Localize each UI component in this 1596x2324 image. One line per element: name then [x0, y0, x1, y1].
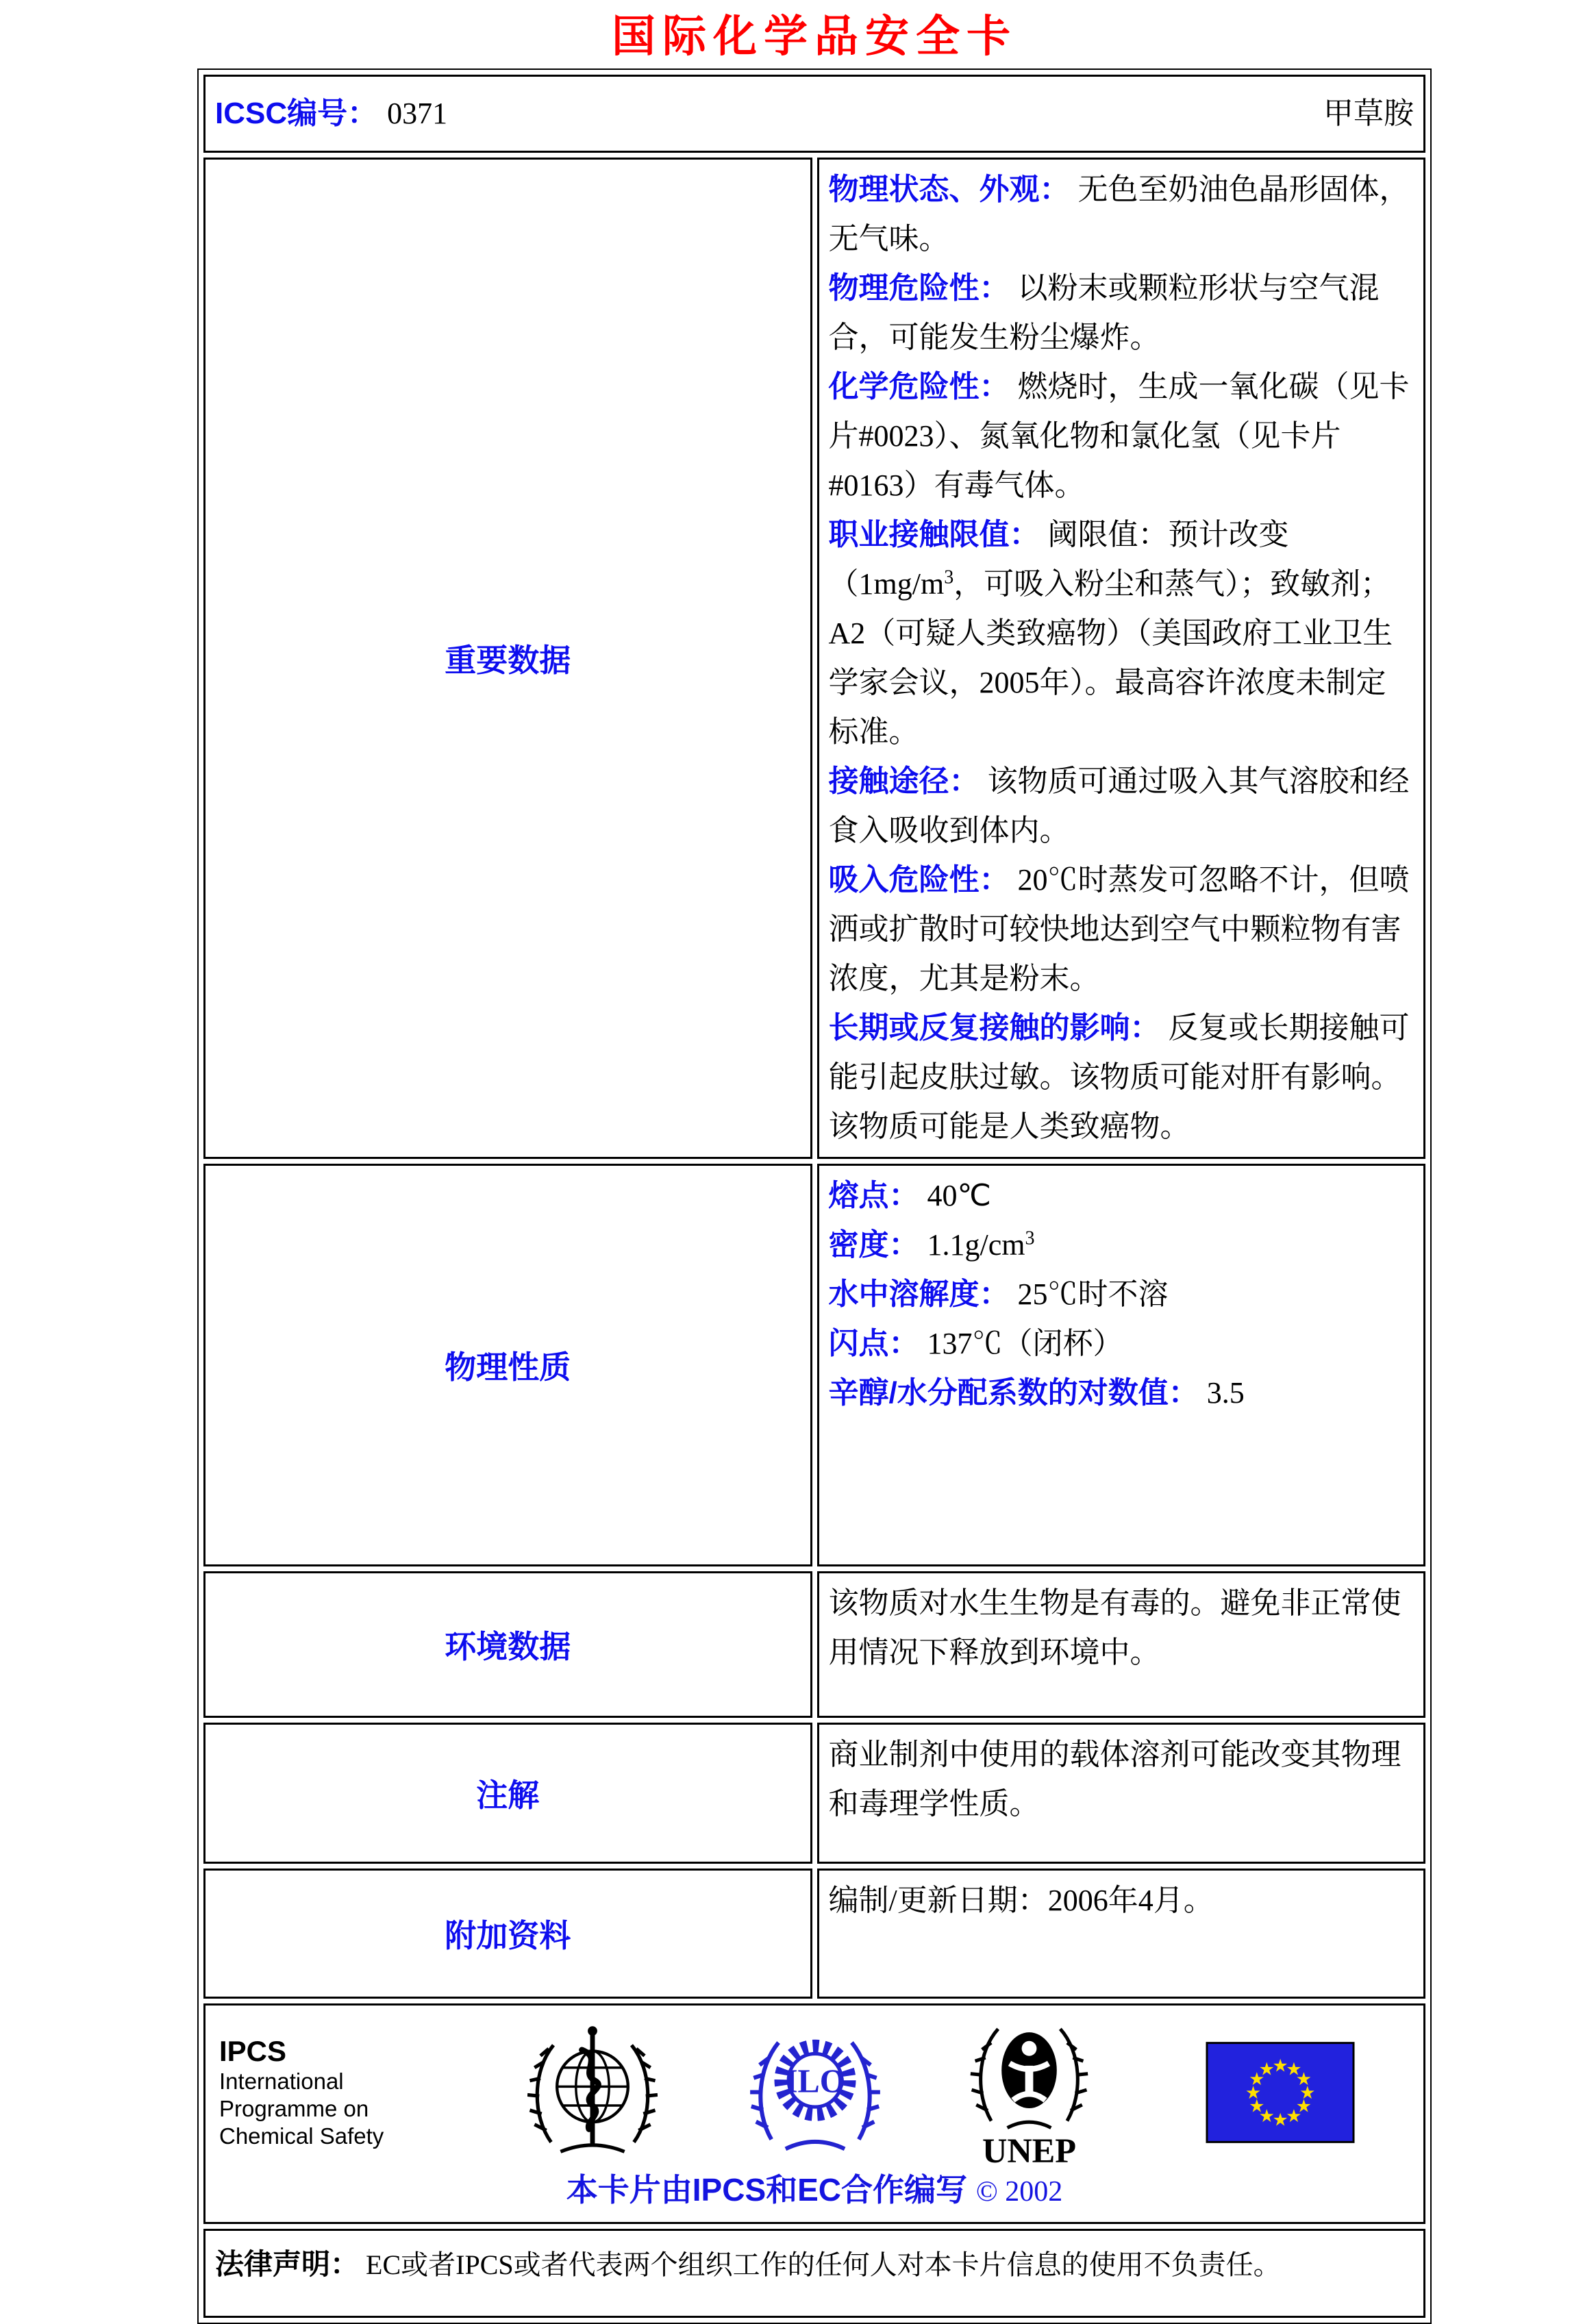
physical-item	[829, 1171, 1414, 1221]
item-text: 25℃时不溶	[1017, 1277, 1169, 1311]
icsc-number-group	[215, 89, 447, 138]
item-sup: 3	[944, 566, 954, 588]
svg-text:★: ★	[1286, 2059, 1302, 2079]
icsc-card-table	[197, 68, 1432, 2324]
chemical-name: 甲草胺	[1323, 97, 1414, 130]
page-title: 国际化学品安全卡	[612, 11, 1017, 62]
svg-text:★: ★	[1272, 2110, 1288, 2130]
item-text: 反复或长期接触可能引起皮肤过敏。该物质可能对肝有影响。该物质可能是人类致癌物。	[828, 1011, 1410, 1143]
physical-properties-content	[817, 1164, 1426, 1566]
additional-info-content	[817, 1869, 1426, 1999]
copyright-text: © 2002	[975, 2176, 1063, 2208]
item-label: 闪点：	[828, 1327, 919, 1360]
important-item	[829, 510, 1414, 757]
header-row	[203, 75, 1425, 153]
unep-icon	[966, 2015, 1093, 2169]
ipcs-text-block	[219, 2035, 425, 2150]
ipcs-line1: International	[219, 2068, 344, 2094]
row-label-important-data: 重要数据	[203, 158, 812, 1159]
notes-text: 商业制剂中使用的载体溶剂可能改变其物理和毒理学性质。	[828, 1738, 1401, 1821]
notes-row	[203, 1723, 1425, 1864]
ipcs-acronym: IPCS	[219, 2034, 287, 2067]
item-text: 无色至奶油色晶形固体，无气味。	[828, 173, 1410, 255]
environmental-data-row	[203, 1571, 1425, 1718]
important-data-content	[817, 158, 1426, 1159]
svg-text:★: ★	[1258, 2106, 1275, 2126]
svg-text:★: ★	[1286, 2106, 1302, 2126]
environmental-data-content	[817, 1571, 1426, 1718]
legal-cell	[203, 2229, 1425, 2318]
item-label: 长期或反复接触的影响：	[828, 1011, 1160, 1045]
item-text-post: ，可吸入粉尘和蒸气）；致敏剂；A2（可疑人类致癌物）（美国政府工业卫生学家会议，2005年）。最高容许浓度未制定标准。	[828, 567, 1393, 749]
item-text: 3.5	[1206, 1376, 1245, 1410]
important-item	[829, 362, 1414, 510]
important-item	[829, 757, 1414, 855]
important-item	[829, 165, 1414, 264]
item-label: 熔点：	[828, 1179, 919, 1212]
notes-content	[817, 1723, 1426, 1864]
ilo-icon	[750, 2021, 880, 2163]
unep-label: UNEP	[982, 2131, 1077, 2169]
item-text: 40℃	[927, 1179, 991, 1212]
item-text: 燃烧时，生成一氧化碳（见卡片#0023）、氮氧化物和氯化氢（见卡片#0163）有毒气体。	[828, 370, 1410, 502]
physical-item	[829, 1319, 1414, 1369]
header-cell	[203, 75, 1425, 153]
important-item	[829, 264, 1414, 362]
attribution-text: 本卡片由IPCS和EC合作编写	[566, 2172, 968, 2208]
item-label: 吸入危险性：	[828, 863, 1010, 897]
logos-strip	[215, 2011, 1414, 2169]
item-label: 水中溶解度：	[828, 1277, 1010, 1311]
additional-info-row	[203, 1869, 1425, 1999]
item-sup: 3	[1025, 1227, 1035, 1249]
item-text: 该物质可通过吸入其气溶胶和经食入吸收到体内。	[828, 764, 1410, 847]
ipcs-line3: Chemical Safety	[219, 2123, 384, 2149]
item-text: 137℃（闭杯）	[927, 1327, 1123, 1360]
logos-row	[203, 2003, 1425, 2224]
item-text: 20℃时蒸发可忽略不计，但喷洒或扩散时可较快地达到空气中颗粒物有害浓度，尤其是粉末。	[828, 863, 1410, 995]
row-label-notes: 注解	[203, 1723, 812, 1864]
item-text: 1.1g/cm	[927, 1228, 1025, 1262]
eu-flag-icon	[1206, 2041, 1355, 2144]
item-label: 接触途径：	[828, 764, 980, 798]
svg-text:★: ★	[1295, 2069, 1312, 2089]
item-label: 辛醇/水分配系数的对数值：	[828, 1376, 1199, 1410]
physical-item	[829, 1221, 1414, 1270]
physical-item	[829, 1369, 1414, 1418]
who-icon	[527, 2021, 658, 2164]
svg-text:★: ★	[1299, 2082, 1316, 2103]
svg-text:★: ★	[1245, 2082, 1261, 2103]
environmental-data-text: 该物质对水生生物是有毒的。避免非正常使用情况下释放到环境中。	[828, 1586, 1401, 1669]
svg-text:★: ★	[1249, 2096, 1265, 2116]
icsc-number-value: 0371	[387, 97, 448, 130]
item-label: 化学危险性：	[828, 370, 1010, 403]
attribution-line	[215, 2165, 1414, 2216]
important-item	[829, 855, 1414, 1003]
physical-properties-row	[203, 1164, 1425, 1566]
item-label: 物理状态、外观：	[828, 173, 1070, 206]
row-label-environmental-data: 环境数据	[203, 1571, 812, 1718]
additional-info-text: 编制/更新日期：2006年4月。	[828, 1884, 1214, 1917]
important-data-row	[203, 158, 1425, 1159]
item-label: 职业接触限值：	[828, 518, 1040, 551]
row-label-additional-info: 附加资料	[203, 1869, 812, 1999]
legal-row	[203, 2229, 1425, 2318]
row-label-physical-properties: 物理性质	[203, 1164, 812, 1566]
svg-text:★: ★	[1272, 2055, 1288, 2075]
item-label: 物理危险性：	[828, 271, 1010, 305]
svg-text:★: ★	[1249, 2069, 1265, 2089]
logos-cell	[203, 2003, 1425, 2224]
legal-text: EC或者IPCS或者代表两个组织工作的任何人对本卡片信息的使用不负责任。	[366, 2249, 1281, 2280]
item-text: 以粉末或颗粒形状与空气混合，可能发生粉尘爆炸。	[828, 271, 1380, 354]
svg-text:★: ★	[1295, 2096, 1312, 2116]
important-item	[829, 1003, 1414, 1151]
item-text: 阈限值：预计改变（1mg/m	[828, 518, 1289, 601]
icsc-number-label: ICSC编号：	[215, 97, 378, 130]
ilo-label: ILO	[784, 2063, 846, 2100]
ipcs-line2: Programme on	[219, 2095, 369, 2121]
legal-label: 法律声明：	[215, 2248, 360, 2280]
svg-text:★: ★	[1258, 2059, 1275, 2079]
physical-item	[829, 1270, 1414, 1319]
item-label: 密度：	[828, 1228, 919, 1262]
